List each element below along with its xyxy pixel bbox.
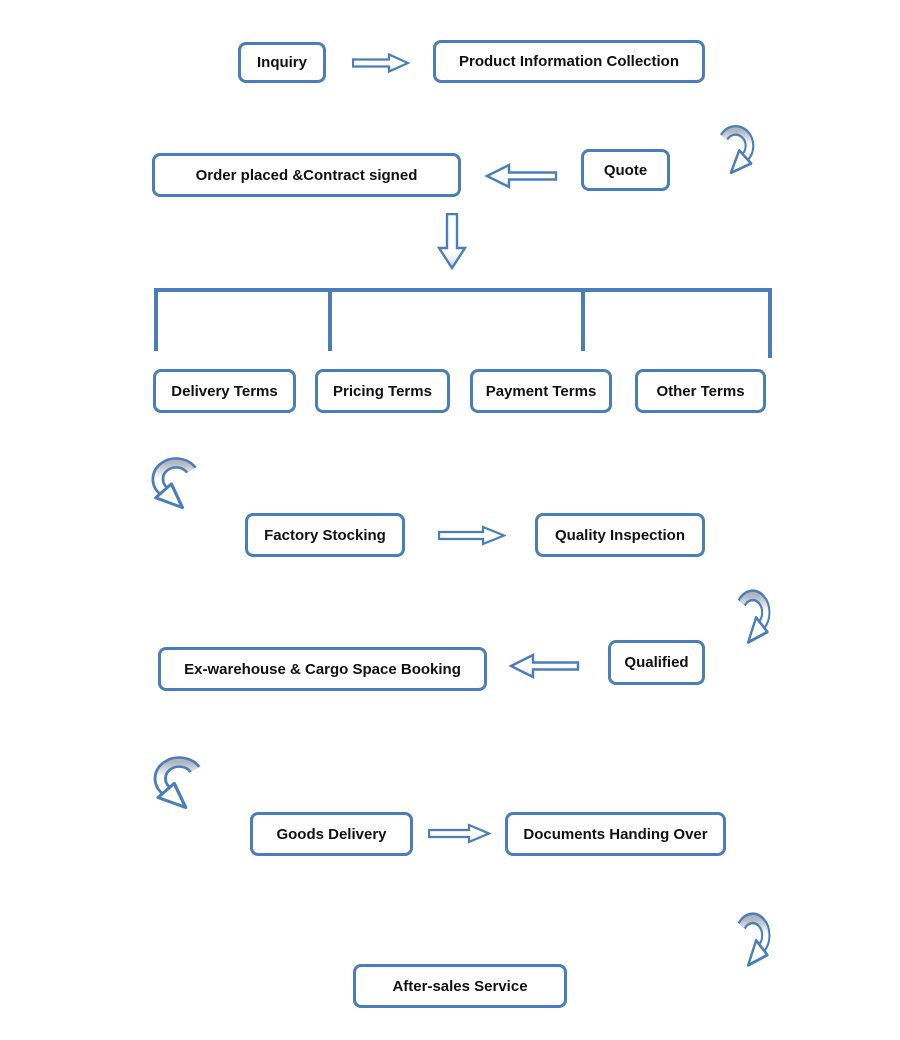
node-documents-handing-over	[505, 812, 726, 856]
node-payment-terms-label: Payment Terms	[485, 382, 597, 400]
node-quote-label: Quote	[603, 161, 648, 179]
node-ex-warehouse-cargo-space-booking	[158, 647, 487, 691]
node-other-terms-label: Other Terms	[656, 382, 745, 400]
node-payment-terms	[470, 369, 612, 413]
node-documents-label: Documents Handing Over	[523, 825, 708, 843]
right-block-arrow-icon	[428, 822, 491, 845]
node-pricing-terms-label: Pricing Terms	[333, 382, 432, 400]
node-pricing-terms	[315, 369, 450, 413]
node-goods-delivery-label: Goods Delivery	[276, 825, 387, 843]
circular-arrow-icon	[734, 585, 773, 648]
node-qualified	[608, 640, 705, 685]
node-quality-inspection-label: Quality Inspection	[554, 526, 686, 544]
left-block-arrow-icon	[484, 162, 558, 190]
branch-connector-horizontal	[154, 288, 772, 292]
node-product-information-collection	[433, 40, 705, 83]
branch-connector-drop-3	[581, 288, 585, 351]
node-inquiry-label: Inquiry	[256, 54, 307, 71]
right-block-arrow-icon	[438, 524, 506, 547]
node-quality-inspection	[535, 513, 705, 557]
branch-connector-drop-1	[154, 288, 158, 351]
node-ex-warehouse-label: Ex-warehouse & Cargo Space Booking	[184, 660, 461, 678]
circular-arrow-icon	[734, 908, 773, 971]
node-other-terms	[635, 369, 766, 413]
node-factory-stocking	[245, 513, 405, 557]
node-factory-stocking-label: Factory Stocking	[264, 526, 386, 544]
node-order-placed-contract-signed	[152, 153, 461, 197]
left-block-arrow-icon	[508, 652, 580, 680]
node-delivery-terms	[153, 369, 296, 413]
node-order-label: Order placed &Contract signed	[195, 166, 418, 184]
down-block-arrow-icon	[436, 213, 468, 271]
circular-arrow-icon	[716, 121, 757, 178]
node-product-label: Product Information Collection	[459, 53, 679, 70]
node-quote	[581, 149, 670, 191]
node-after-sales-label: After-sales Service	[392, 977, 528, 995]
branch-connector-drop-2	[328, 288, 332, 351]
node-qualified-label: Qualified	[624, 654, 689, 671]
node-inquiry	[238, 42, 326, 83]
right-block-arrow-icon	[352, 52, 410, 74]
node-delivery-terms-label: Delivery Terms	[171, 382, 278, 400]
circular-arrow-icon	[150, 752, 206, 813]
branch-connector-drop-4	[768, 288, 772, 358]
circular-arrow-icon	[148, 453, 202, 513]
node-after-sales-service	[353, 964, 567, 1008]
node-goods-delivery	[250, 812, 413, 856]
